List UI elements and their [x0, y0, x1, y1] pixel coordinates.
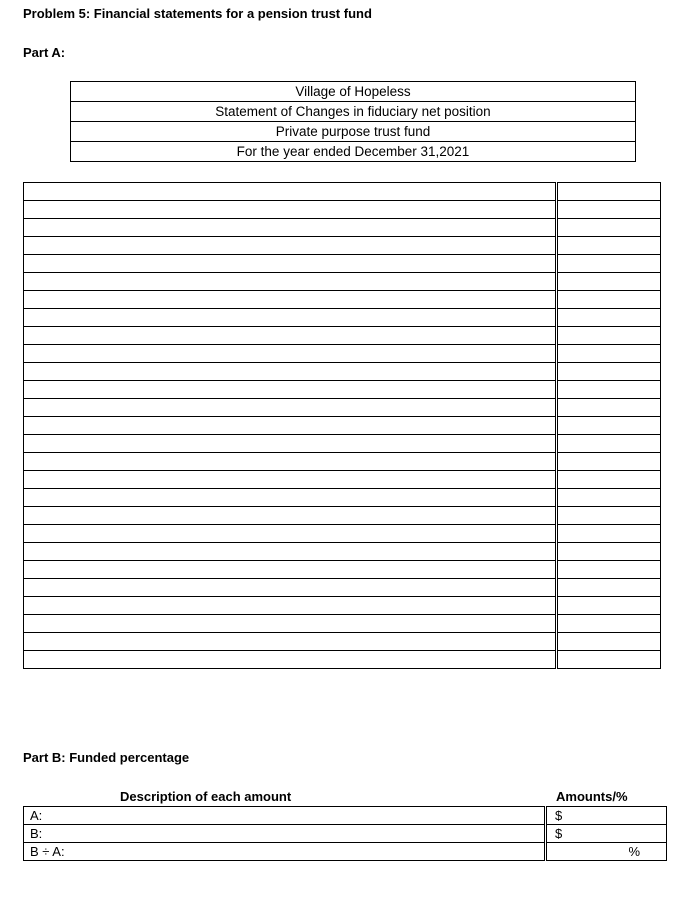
table-row	[24, 489, 661, 507]
statement-period: For the year ended December 31,2021	[71, 142, 636, 162]
table-row	[24, 651, 661, 669]
statement-title: Statement of Changes in fiduciary net position	[71, 102, 636, 122]
worksheet-description-cell[interactable]	[24, 273, 557, 291]
worksheet-description-cell[interactable]	[24, 615, 557, 633]
table-row	[24, 273, 661, 291]
table-row	[24, 201, 661, 219]
worksheet-amount-cell[interactable]	[557, 345, 661, 363]
funded-row-label[interactable]: B ÷ A:	[24, 843, 546, 861]
worksheet-description-cell[interactable]	[24, 489, 557, 507]
table-row	[24, 381, 661, 399]
part-a-label: Part A:	[23, 45, 66, 60]
worksheet-amount-cell[interactable]	[557, 327, 661, 345]
worksheet-description-cell[interactable]	[24, 183, 557, 201]
description-column-header: Description of each amount	[120, 789, 292, 804]
worksheet-description-cell[interactable]	[24, 219, 557, 237]
worksheet-description-cell[interactable]	[24, 435, 557, 453]
worksheet-description-cell[interactable]	[24, 417, 557, 435]
worksheet-amount-cell[interactable]	[557, 201, 661, 219]
problem-title: Problem 5: Financial statements for a pension trust fund	[23, 6, 372, 21]
table-row	[24, 807, 667, 825]
worksheet-description-cell[interactable]	[24, 255, 557, 273]
worksheet-amount-cell[interactable]	[557, 597, 661, 615]
worksheet-amount-cell[interactable]	[557, 579, 661, 597]
worksheet-amount-cell[interactable]	[557, 237, 661, 255]
table-row	[24, 291, 661, 309]
table-row	[24, 183, 661, 201]
worksheet-description-cell[interactable]	[24, 597, 557, 615]
statement-header-table	[70, 81, 636, 162]
funded-row-amount[interactable]: $	[546, 807, 667, 825]
table-row	[24, 399, 661, 417]
worksheet-amount-cell[interactable]	[557, 381, 661, 399]
table-row	[24, 579, 661, 597]
worksheet-description-cell[interactable]	[24, 633, 557, 651]
table-row	[24, 345, 661, 363]
worksheet-amount-cell[interactable]	[557, 219, 661, 237]
worksheet-amount-cell[interactable]	[557, 435, 661, 453]
funded-row-label[interactable]: A:	[24, 807, 546, 825]
worksheet-amount-cell[interactable]	[557, 183, 661, 201]
worksheet-description-cell[interactable]	[24, 309, 557, 327]
worksheet-description-cell[interactable]	[24, 579, 557, 597]
table-row	[24, 561, 661, 579]
table-row	[24, 825, 667, 843]
table-row	[24, 363, 661, 381]
statement-worksheet-table	[23, 182, 661, 669]
statement-entity-name: Village of Hopeless	[71, 82, 636, 102]
worksheet-description-cell[interactable]	[24, 291, 557, 309]
worksheet-amount-cell[interactable]	[557, 507, 661, 525]
worksheet-amount-cell[interactable]	[557, 453, 661, 471]
table-row	[24, 237, 661, 255]
worksheet-description-cell[interactable]	[24, 399, 557, 417]
worksheet-description-cell[interactable]	[24, 345, 557, 363]
worksheet-description-cell[interactable]	[24, 543, 557, 561]
worksheet-amount-cell[interactable]	[557, 471, 661, 489]
part-b-label: Part B: Funded percentage	[23, 750, 190, 765]
worksheet-description-cell[interactable]	[24, 525, 557, 543]
worksheet-amount-cell[interactable]	[557, 615, 661, 633]
worksheet-amount-cell[interactable]	[557, 273, 661, 291]
table-row	[24, 255, 661, 273]
worksheet-description-cell[interactable]	[24, 561, 557, 579]
table-row	[24, 597, 661, 615]
table-row	[24, 309, 661, 327]
worksheet-description-cell[interactable]	[24, 363, 557, 381]
worksheet-description-cell[interactable]	[24, 237, 557, 255]
table-row	[24, 507, 661, 525]
table-row	[24, 417, 661, 435]
table-row	[24, 525, 661, 543]
amount-column-header: Amounts/%	[556, 789, 628, 804]
worksheet-amount-cell[interactable]	[557, 417, 661, 435]
worksheet-amount-cell[interactable]	[557, 309, 661, 327]
worksheet-amount-cell[interactable]	[557, 561, 661, 579]
table-row	[24, 843, 667, 861]
worksheet-amount-cell[interactable]	[557, 651, 661, 669]
worksheet-description-cell[interactable]	[24, 471, 557, 489]
table-row	[24, 615, 661, 633]
table-row	[24, 471, 661, 489]
worksheet-amount-cell[interactable]	[557, 363, 661, 381]
table-row	[24, 453, 661, 471]
table-row	[24, 219, 661, 237]
table-row	[24, 633, 661, 651]
worksheet-description-cell[interactable]	[24, 453, 557, 471]
table-row	[24, 435, 661, 453]
worksheet-amount-cell[interactable]	[557, 633, 661, 651]
funded-row-label[interactable]: B:	[24, 825, 546, 843]
worksheet-amount-cell[interactable]	[557, 543, 661, 561]
table-row	[24, 327, 661, 345]
funded-percentage-table	[23, 806, 667, 861]
worksheet-description-cell[interactable]	[24, 381, 557, 399]
worksheet-description-cell[interactable]	[24, 507, 557, 525]
table-row	[24, 543, 661, 561]
funded-row-amount[interactable]: %	[546, 843, 667, 861]
worksheet-description-cell[interactable]	[24, 327, 557, 345]
worksheet-amount-cell[interactable]	[557, 489, 661, 507]
worksheet-description-cell[interactable]	[24, 651, 557, 669]
worksheet-description-cell[interactable]	[24, 201, 557, 219]
worksheet-amount-cell[interactable]	[557, 399, 661, 417]
funded-row-amount[interactable]: $	[546, 825, 667, 843]
worksheet-amount-cell[interactable]	[557, 525, 661, 543]
statement-fund-type: Private purpose trust fund	[71, 122, 636, 142]
worksheet-amount-cell[interactable]	[557, 291, 661, 309]
worksheet-amount-cell[interactable]	[557, 255, 661, 273]
